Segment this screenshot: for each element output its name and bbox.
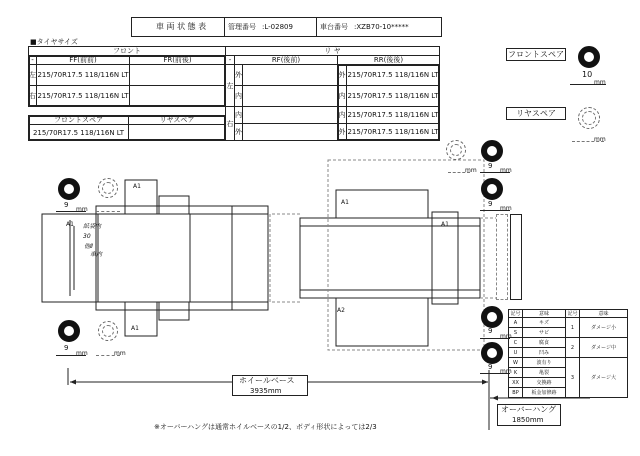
rear-header-label: リ ヤ: [324, 47, 341, 55]
legend-row-meaning: [522, 387, 566, 398]
wheelbase-label: ホイールベース: [239, 376, 295, 385]
legend-level-code: [565, 357, 580, 398]
damage-mark: A1: [441, 221, 449, 228]
rf-ri-label: 内: [235, 111, 242, 119]
rf-header-label: RF(後前): [271, 56, 301, 64]
rear-left-label: 左: [226, 81, 234, 90]
legend-level-1-meaning: ダメージ小: [591, 325, 616, 331]
front-left-label: 左: [29, 71, 36, 79]
legend-header-level-meaning-text: 意味: [598, 311, 609, 317]
legend-meaning-a: キズ: [539, 320, 549, 326]
legend-header-meaning-text: 意味: [538, 311, 549, 317]
rro-tread-unit: mm: [500, 368, 512, 375]
rear-spare-header-label: リヤスペア: [159, 116, 195, 124]
damage-mark: A1: [341, 199, 349, 206]
legend-meaning-u: 凹み: [538, 350, 549, 356]
overhang-value: 1850mm: [512, 416, 544, 424]
legend-meaning-k: 亀裂: [538, 370, 549, 376]
legend-code-a: A: [513, 319, 518, 326]
legend-row-code: [508, 387, 523, 398]
legend-meaning-c: 腐食: [538, 340, 549, 346]
front-spare-size: 215/70R17.5 118/116N LT: [32, 128, 125, 137]
legend-level-3: 3: [570, 374, 575, 381]
front-spare-header-label: フロントスペア: [54, 116, 103, 124]
front-spare-value: 10: [582, 70, 593, 79]
ff-header-label: FF(前前): [69, 56, 97, 64]
rli-tread: 9: [488, 200, 493, 208]
rr-ri-label: 内: [338, 111, 346, 119]
rear-wheel-guide-upper: [496, 214, 508, 300]
front-right-label: 右: [29, 92, 36, 100]
legend-meaning-bp: 板金加修跡: [531, 390, 557, 396]
rli-tread-unit: mm: [500, 205, 512, 212]
rri-tread-unit: mm: [500, 333, 512, 340]
front-left-spare-slot-icon: [98, 178, 118, 198]
rear-right-inner-tire-icon: [481, 306, 503, 328]
rear-right-outer-tire-icon: [481, 342, 503, 364]
rf-li-label: 内: [235, 92, 242, 100]
legend-code-s: S: [513, 329, 518, 336]
rear-dash-text: -: [228, 56, 232, 64]
damage-mark: A1: [66, 221, 74, 228]
rl-spare-unit: mm: [465, 167, 477, 174]
rf-ro-label: 外: [235, 128, 242, 136]
handwritten-note: 車内: [90, 251, 103, 258]
fr-header-label: FR(前後): [163, 56, 192, 64]
chassis-label: 車台番号: [320, 23, 348, 31]
legend-code-k: K: [513, 369, 518, 376]
front-right-spare-slot-icon: [98, 321, 118, 341]
rear-right-label: 右: [226, 119, 234, 128]
handwritten-note: 紙袋内: [83, 223, 102, 230]
footnote: ※オーバーハングは通常ホイルベースの1/2、ボディ形状によっては2/3: [154, 423, 377, 431]
legend-table: [508, 309, 628, 398]
rear-spare-label: リヤスペア: [516, 109, 556, 118]
rear-left-outer-tire-icon: [481, 140, 503, 162]
legend-meaning-s: サビ: [538, 330, 549, 336]
ff-left-size: 215/70R17.5 118/116N LT: [37, 71, 129, 79]
legend-code-w: W: [513, 359, 518, 366]
legend-level-code: [565, 317, 580, 338]
damage-mark: A1: [131, 325, 139, 332]
fr-tread: 9: [64, 344, 69, 352]
legend-level-3-meaning: ダメージ大: [591, 375, 616, 381]
rlo-tread-unit: mm: [500, 167, 512, 174]
legend-level-meaning: [579, 337, 628, 358]
legend-level-2: 2: [570, 344, 575, 351]
legend-level-1: 1: [570, 324, 575, 331]
wheelbase-value: 3935mm: [250, 387, 282, 395]
fl-tread-unit: mm: [76, 206, 88, 213]
fr-spare-unit: mm: [114, 350, 126, 357]
legend-code-xx: XX: [512, 379, 519, 386]
mgmt-value: :L-02809: [262, 23, 293, 31]
rr-li-label: 内: [338, 92, 346, 100]
front-spare-unit: mm: [594, 79, 606, 86]
handwritten-note: 30: [83, 233, 91, 240]
overhang-label: オーバーハング: [501, 405, 557, 414]
legend-level-meaning: [579, 357, 628, 398]
legend-header-level-text: 記号: [567, 311, 578, 317]
rr-header-label: RR(後後): [373, 56, 404, 64]
rr-ro-size: 215/70R17.5 118/116N LT: [347, 128, 439, 136]
rr-li-size: 215/70R17.5 118/116N LT: [347, 92, 439, 100]
rr-lo-size: 215/70R17.5 118/116N LT: [347, 71, 439, 79]
legend-header-code-text: 記号: [510, 311, 521, 317]
fr-tread-unit: mm: [76, 350, 88, 357]
fl-spare-line: [96, 211, 120, 212]
front-spare-label: フロントスペア: [508, 50, 564, 59]
rf-lo-label: 外: [235, 71, 242, 79]
legend-code-u: U: [513, 349, 518, 356]
front-dash-text: -: [31, 56, 34, 64]
header-title: 車 両 状 態 表: [156, 22, 207, 31]
chassis-value: :XZB70-10*****: [354, 23, 409, 31]
rr-lo-label: 外: [338, 71, 346, 79]
rr-ro-label: 外: [338, 128, 346, 136]
rr-ri-size: 215/70R17.5 118/116N LT: [347, 111, 439, 119]
front-right-tire-icon: [58, 320, 80, 342]
front-header-label: フロント: [113, 47, 141, 55]
rlo-tread: 9: [488, 162, 493, 170]
legend-code-c: C: [513, 339, 518, 346]
legend-level-code: [565, 337, 580, 358]
handwritten-note: 他Ⅱ: [84, 243, 93, 250]
legend-code-bp: BP: [512, 389, 519, 396]
rear-left-inner-tire-icon: [481, 178, 503, 200]
legend-level-meaning: [579, 317, 628, 338]
rear-wheel-guide-inner: [510, 214, 522, 300]
legend-meaning-xx: 交換跡: [536, 380, 552, 386]
tire-section-heading: ■タイヤサイズ: [30, 38, 78, 46]
ff-right-size: 215/70R17.5 118/116N LT: [37, 92, 129, 100]
front-left-tire-icon: [58, 178, 80, 200]
damage-mark: A1: [133, 183, 141, 190]
damage-mark: A2: [337, 307, 345, 314]
mgmt-label: 管理番号: [228, 23, 256, 31]
rri-tread: 9: [488, 327, 493, 335]
legend-level-2-meaning: ダメージ中: [591, 345, 616, 351]
rro-tread: 9: [488, 363, 493, 371]
rear-spare-unit: mm: [594, 136, 606, 143]
legend-meaning-w: 波有り: [536, 360, 552, 366]
rear-left-spare-slot-icon: [446, 140, 466, 160]
fl-tread: 9: [64, 201, 69, 209]
